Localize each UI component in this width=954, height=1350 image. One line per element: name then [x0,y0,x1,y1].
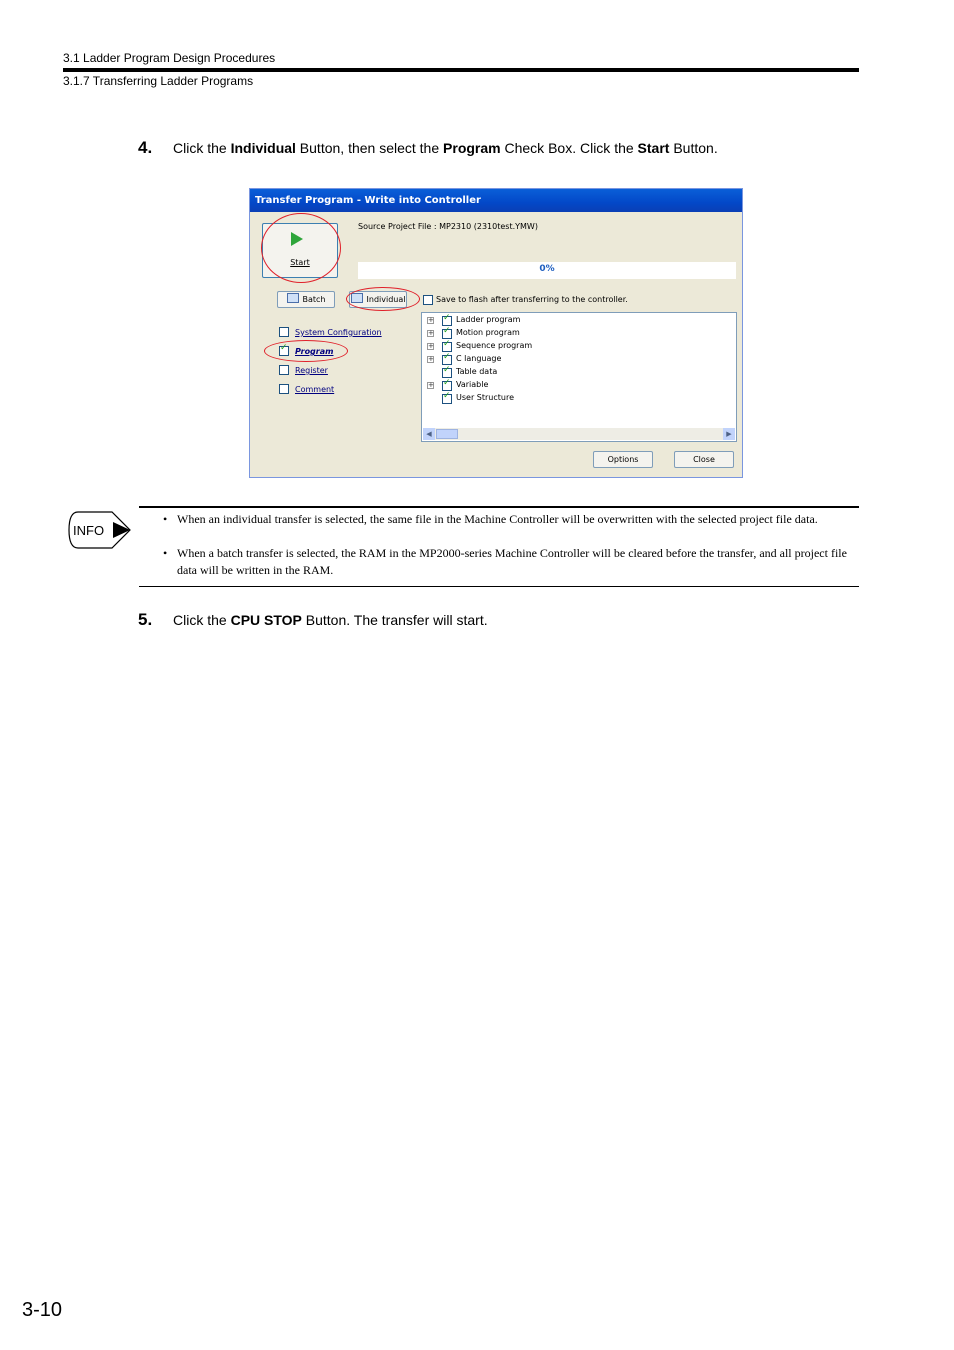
tree-checkbox [442,355,452,365]
options-button[interactable]: Options [593,451,653,468]
expand-icon: + [428,342,434,350]
comment-label: Comment [295,385,335,394]
step-number: 5. [138,610,153,629]
register-checkbox[interactable] [279,365,289,375]
step-text: Click the Individual Button, then select the Program Check Box. Click the Start Button. [173,140,718,156]
scroll-left-icon[interactable]: ◀ [423,428,435,440]
tree-checkbox [442,316,452,326]
tree-checkbox [442,368,452,378]
header-rule [63,68,859,72]
batch-icon [287,293,299,303]
save-flash-checkbox[interactable] [423,295,433,305]
step-number: 4. [138,138,153,157]
info-icon [68,510,132,550]
highlight-program [264,340,348,362]
comment-checkbox[interactable] [279,384,289,394]
start-label: Start [290,258,310,267]
highlight-start [261,213,341,283]
expand-icon: + [428,329,434,337]
step-text: Click the CPU STOP Button. The transfer will start. [173,612,488,628]
tree-checkbox [442,329,452,339]
system-configuration-label: System Configuration [295,328,382,337]
program-tree[interactable]: + ✓ Ladder program + ✓ Motion program + ✓ Sequence program + ✓ C language ✓ Table data + ✓ Variable ✓ User Structure ◀ ▶ [421,312,737,442]
progress-bar [358,262,736,279]
expand-icon: + [428,355,434,363]
scroll-right-icon[interactable]: ▶ [723,428,735,440]
page-number: 3-10 [22,1299,63,1321]
save-flash-label: Save to flash after transferring to the controller. [436,295,628,304]
tree-checkbox [442,394,452,404]
dialog-title: Transfer Program - Write into Controller [250,189,742,212]
progress-text: 0% [539,264,555,274]
info-top-rule [139,506,859,508]
subsection-header: 3.1.7 Transferring Ladder Programs [63,74,254,88]
info-bottom-rule [139,586,859,587]
info-icon-label: INFO [73,523,105,538]
tree-checkbox [442,342,452,352]
batch-button[interactable]: Batch [277,291,335,308]
transfer-dialog-screenshot [249,188,743,478]
section-header: 3.1 Ladder Program Design Procedures [63,51,276,65]
horizontal-scrollbar[interactable] [423,428,735,440]
expand-icon: + [428,381,434,389]
register-label: Register [295,366,328,375]
expand-icon: + [428,316,434,324]
highlight-individual [346,287,420,311]
individual-button[interactable]: Individual [349,291,407,308]
tree-checkbox [442,381,452,391]
program-label: Program [295,347,334,356]
scroll-thumb[interactable] [436,429,458,439]
source-project-file: Source Project File : MP2310 (2310test.YMW) [358,222,538,231]
system-configuration-checkbox[interactable] [279,327,289,337]
close-button[interactable]: Close [674,451,734,468]
